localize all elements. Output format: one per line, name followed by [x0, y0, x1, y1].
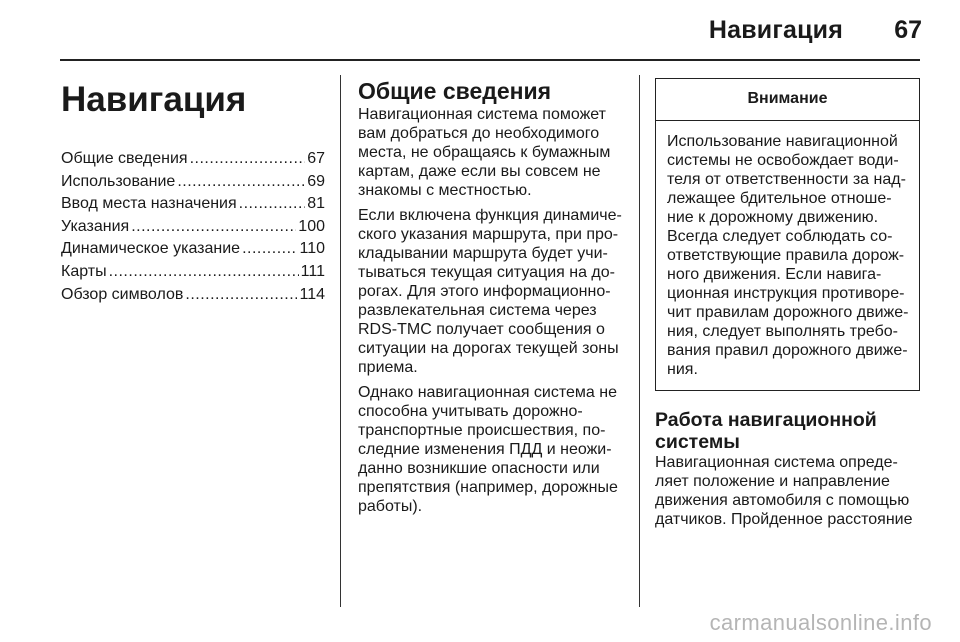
toc-page: 69: [307, 172, 325, 190]
column-divider: [340, 75, 341, 607]
toc-leader-dots: [109, 261, 299, 284]
notice-box: [655, 78, 920, 391]
chapter-title: Навигация: [61, 80, 247, 119]
general-info-column: [358, 78, 622, 522]
toc-label: Обзор символов: [61, 285, 184, 303]
toc-item[interactable]: [61, 216, 325, 239]
toc-item[interactable]: [61, 171, 325, 194]
toc-page: 100: [298, 217, 325, 235]
toc-item[interactable]: [61, 261, 325, 284]
notice-text: Использование навигационной системы не освобождает води- теля от ответственности за над- лежащее бдительное отноше- ние к дорожному движению. Всегда следует соблюдать со- ответствующие правила дорож- ного движения. Если навига- ционная инструкция противоре- чит правилам дорожного движе- ния, следует выполнять требо- вания правил дорожного движе- ния.: [667, 133, 909, 378]
toc-leader-dots: [177, 171, 305, 194]
toc-item[interactable]: [61, 238, 325, 261]
toc-page: 114: [299, 285, 325, 303]
body-paragraph: Навигационная система поможет вам добраться до необходимого места, не обращаясь к бумажным картам, даже если вы совсем не знакомы с местностью.: [358, 106, 611, 199]
notice-heading: Внимание: [656, 79, 919, 121]
watermark: carmanualsonline.info: [709, 610, 932, 635]
toc-item[interactable]: [61, 148, 325, 171]
page-number: 67: [894, 16, 922, 44]
toc-label: Общие сведения: [61, 150, 188, 167]
chapter-column: [61, 78, 325, 306]
toc-leader-dots: [190, 148, 306, 171]
toc-label: Указания: [61, 217, 130, 235]
header-title: Навигация: [708, 16, 843, 44]
notice-column: [655, 78, 921, 535]
column-divider: [639, 75, 640, 607]
toc-leader-dots: [185, 284, 297, 307]
toc-item[interactable]: [61, 193, 325, 216]
toc-page: 111: [300, 262, 325, 280]
toc-label: Динамическое указание: [61, 240, 241, 258]
toc-leader-dots: [242, 238, 297, 261]
toc-label: Карты: [61, 262, 107, 280]
toc-page: 110: [299, 240, 325, 258]
toc-page: 81: [307, 195, 325, 213]
toc-label: Ввод места назначения: [61, 195, 237, 213]
toc-label: Использование: [61, 172, 176, 190]
body-paragraph: Однако навигационная система не способна учитывать дорожно- транспортные происшествия, по- следние изменения ПДД и неожи- данно возникшие опасности или препятствия (например, дорожные работы).: [358, 384, 618, 515]
body-paragraph: Если включена функция динамиче- ского указания маршрута, при про- кладывании маршрута будет учи- тываться текущая ситуация на до- рогах. Для этого информационно- развлекательная система через RDS-TMC получает сообщения о ситуации на дорогах текущей зоны приема.: [358, 207, 622, 376]
toc-leader-dots: [239, 193, 306, 216]
header-rule: [60, 59, 920, 61]
toc-item[interactable]: [61, 284, 325, 307]
table-of-contents: [61, 148, 325, 306]
section-title: Общие сведения: [358, 78, 552, 104]
toc-page: 67: [307, 150, 325, 167]
toc-leader-dots: [131, 216, 296, 239]
page-header: [0, 0, 960, 60]
subsection-title: Работа навигационной системы: [655, 409, 877, 453]
body-paragraph: Навигационная система опреде- ляет положение и направление движения автомобиля с помощью датчиков. Пройденное расстояние: [655, 454, 913, 528]
